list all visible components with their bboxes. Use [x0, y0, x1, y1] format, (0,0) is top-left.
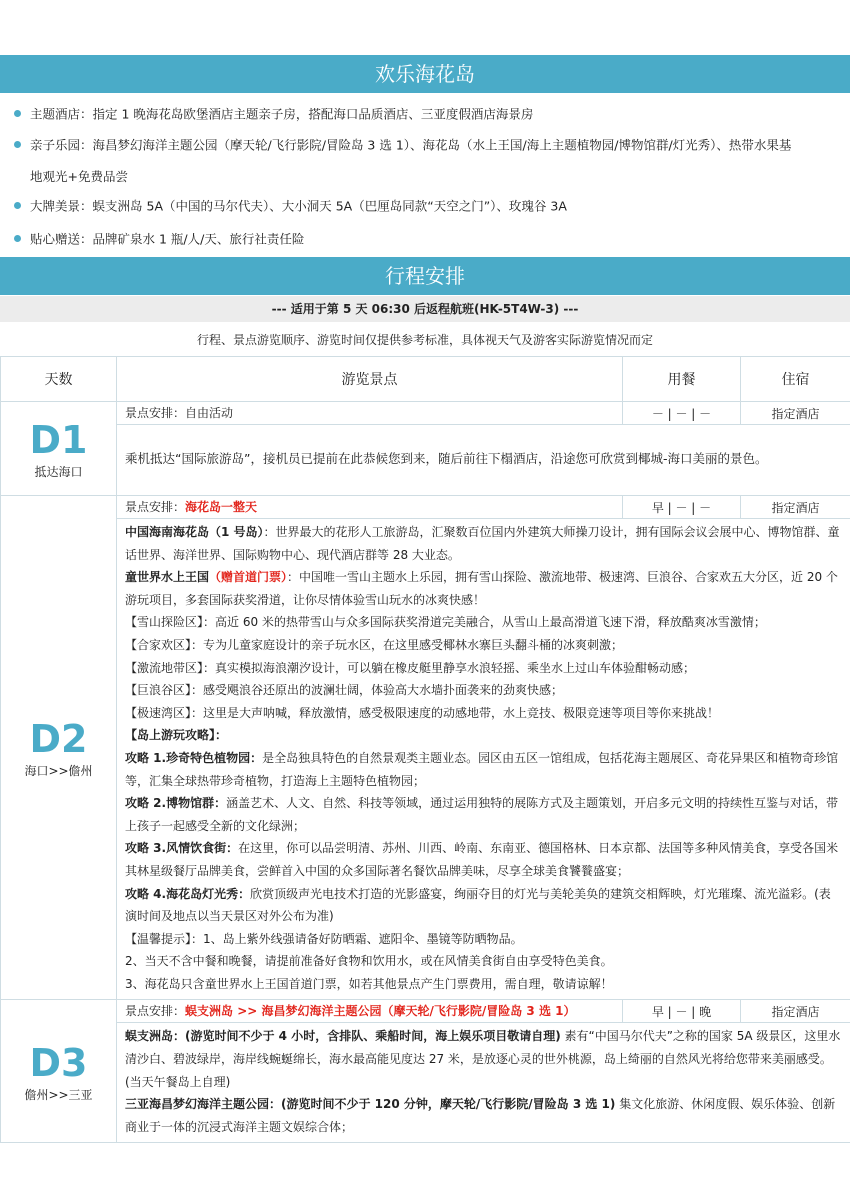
- meal-cell: 早 | － | －: [623, 496, 741, 519]
- attraction-text: 集文化旅游、休闲度假、娱乐体验、创新商业于一体的沉浸式海洋主题文娱综合体；: [125, 1097, 836, 1134]
- guide-text: 涵盖艺术、人文、自然、科技等领域，通过运用独特的展陈方式及主题策划，开启多元文明的持续性互鉴与对话，带上孩子一起感受全新的文化绿洲；: [125, 796, 839, 833]
- zone-item: 【巨浪谷区】：感受飓浪谷还原出的波澜壮阔，体验高大水墙扑面袭来的劲爽快感；: [125, 683, 564, 698]
- guide-item: [125, 792, 842, 837]
- sight-value: 自由活动: [185, 406, 234, 420]
- banner-title: 欢乐海花岛: [0, 55, 850, 93]
- gift-note: （赠首道门票）: [209, 570, 288, 585]
- highlight-label: 贴心赠送：: [30, 231, 93, 247]
- day-route: 海口>>儋州: [24, 764, 93, 779]
- tip-item: 3、海花岛只含童世界水上王国首道门票，如若其他景点产生门票费用，需自理，敬请谅解！: [125, 976, 613, 991]
- guide-name: 攻略 1.珍奇特色植物园：: [125, 750, 263, 765]
- day-row-d3-desc: [1, 1023, 850, 1143]
- sight-label: 景点安排：: [125, 500, 186, 514]
- sight-value: 海花岛一整天: [185, 500, 258, 514]
- sight-arrangement: [117, 402, 623, 425]
- day-description: [117, 1023, 850, 1143]
- sight-arrangement: [117, 496, 623, 519]
- paragraph: [125, 566, 842, 611]
- highlight-text: 海昌梦幻海洋主题公园（摩天轮/飞行影院/冒险岛 3 选 1）、海花岛（水上王国/海上主题植物园/博物馆群/灯光秀）、热带水果基: [92, 137, 792, 153]
- day-description: [117, 519, 850, 1000]
- header-day: 天数: [1, 357, 117, 402]
- highlight-label: 亲子乐园：: [30, 137, 93, 153]
- sight-value: 蜈支洲岛 >> 海昌梦幻海洋主题公园（摩天轮/飞行影院/冒险岛 3 选 1）: [185, 1004, 576, 1019]
- highlight-item: [14, 225, 836, 254]
- itinerary-table: [0, 356, 850, 1143]
- highlight-continuation: 地观光+免费品尝: [30, 168, 128, 184]
- header-hotel: 住宿: [741, 357, 850, 402]
- table-header-row: [1, 357, 850, 402]
- zone-item: 【合家欢区】：专为儿童家庭设计的亲子玩水区，在这里感受椰林水寨巨头翻斗桶的冰爽刺激；: [125, 637, 624, 652]
- header-sights: 游览景点: [117, 357, 623, 402]
- day-cell: [1, 496, 117, 1000]
- guide-name: 攻略 4.海花岛灯光秀：: [125, 886, 251, 901]
- section-title-itinerary: 行程安排: [0, 257, 850, 295]
- day-cell: [1, 1000, 117, 1143]
- hotel-cell: 指定酒店: [741, 496, 850, 519]
- hotel-cell: 指定酒店: [741, 402, 850, 425]
- bullet-dot-icon: [14, 235, 21, 242]
- guide-item: [125, 747, 842, 792]
- guide-text: 在这里，你可以品尝明清、苏州、川西、岭南、东南亚、德国格林、日本京都、法国等多种风情美食，享受各国米其林星级餐厅品牌美食，尝鲜首入中国的众多国际著名餐饮品牌美味，尽享全球美食饕餮盛宴；: [125, 841, 839, 878]
- day-route: 儋州>>三亚: [24, 1087, 93, 1102]
- highlight-item: [14, 100, 836, 129]
- reference-note: 行程、景点游览顺序、游览时间仅提供参考标准，具体视天气及游客实际游览情况而定: [196, 333, 653, 347]
- guide-item: [125, 883, 842, 928]
- paragraph: [125, 1025, 842, 1093]
- attraction-text: ：中国唯一雪山主题水上乐园，拥有雪山探险、激流地带、极速湾、巨浪谷、合家欢五大分区，近 20 个游玩项目，多套国际获奖滑道，让你尽情体验雪山玩水的冰爽快感！: [125, 570, 838, 607]
- day-number: D1: [29, 418, 88, 462]
- bullet-dot-icon: [14, 110, 21, 117]
- attraction-name: 童世界水上王国: [125, 570, 210, 585]
- zone-item: 【极速湾区】：这里是大声呐喊，释放激情，感受极限速度的动感地带，水上竞技、极限竞速等项目等你来挑战！: [125, 705, 720, 720]
- highlight-text: 蜈支洲岛 5A（中国的马尔代夫）、大小洞天 5A（巴厘岛同款“天空之门”）、玫瑰谷 3A: [92, 198, 567, 214]
- zone-item: 【激流地带区】：真实模拟海浪潮汐设计，可以躺在橡皮艇里静享水浪轻摇、乘坐水上过山车体验酣畅动感；: [125, 660, 696, 675]
- sight-label: 景点安排：: [125, 1004, 186, 1019]
- attraction-name: 三亚海昌梦幻海洋主题公园：(游览时间不少于 120 分钟，摩天轮/飞行影院/冒险岛 3 选 1): [125, 1097, 616, 1112]
- attraction-text: 素有“中国马尔代夫”之称的国家 5A 级景区，这里水清沙白、碧波绿岸，海岸线蜿蜒绵长，海水最高能见度达 27 米，是放逐心灵的世外桃源，岛上绮丽的自然风光将给您带来美丽感受。(当天午餐岛上自理): [125, 1029, 841, 1089]
- day-row-d2-summary: [1, 496, 850, 519]
- guide-title-text: 【岛上游玩攻略】：: [125, 728, 228, 743]
- flight-note: --- 适用于第 5 天 06:30 后返程航班(HK-5T4W-3) ---: [0, 296, 850, 322]
- day-description: 乘机抵达“国际旅游岛”，接机员已提前在此恭候您到来，随后前往下榻酒店，沿途您可欣赏到椰城-海口美丽的景色。: [117, 425, 850, 496]
- bullet-dot-icon: [14, 141, 21, 148]
- guide-name: 攻略 2.博物馆群：: [125, 796, 227, 811]
- highlight-item: [14, 192, 836, 221]
- paragraph: [125, 1093, 842, 1138]
- sight-label: 景点安排：: [125, 406, 186, 420]
- highlight-label: 大牌美景：: [30, 198, 93, 214]
- hotel-cell: 指定酒店: [741, 1000, 850, 1023]
- attraction-text: ：世界最大的花形人工旅游岛，汇聚数百位国内外建筑大师操刀设计，拥有国际会议会展中心、博物馆群、童话世界、海洋世界、国际购物中心、现代酒店群等 28 大业态。: [125, 525, 840, 562]
- header-meal: 用餐: [623, 357, 741, 402]
- guide-text: 是全岛独具特色的自然景观类主题业态。园区由五区一馆组成，包括花海主题展区、奇花异果区和植物奇珍馆等，汇集全球热带珍奇植物，打造海上主题特色植物园；: [125, 750, 839, 788]
- meal-cell: 早 | － | 晚: [623, 1000, 741, 1023]
- highlight-label: 主题酒店：: [30, 106, 93, 122]
- day-route: 抵达海口: [34, 465, 83, 479]
- attraction-name: 蜈支洲岛：(游览时间不少于 4 小时，含排队、乘船时间，海上娱乐项目敬请自理): [125, 1029, 561, 1044]
- highlight-text: 指定 1 晚海花岛欧堡酒店主题亲子房，搭配海口品质酒店、三亚度假酒店海景房: [92, 106, 534, 122]
- guide-title: [125, 724, 842, 747]
- day-row-d3-summary: [1, 1000, 850, 1023]
- day-cell: [1, 402, 117, 496]
- paragraph: [125, 521, 842, 566]
- tip-item: 2、当天不含中餐和晚餐，请提前准备好食物和饮用水，或在风情美食街自由享受特色美食。: [125, 954, 613, 969]
- highlight-text: 品牌矿泉水 1 瓶/人/天、旅行社责任险: [92, 231, 305, 247]
- day-row-d2-desc: [1, 519, 850, 1000]
- meal-cell: － | － | －: [623, 402, 741, 425]
- day-number: D2: [29, 717, 88, 762]
- tip-item: 【温馨提示】：1、岛上紫外线强请备好防晒霜、遮阳伞、墨镜等防晒物品。: [125, 931, 523, 946]
- highlight-item: [14, 131, 836, 191]
- day-number: D3: [29, 1040, 88, 1085]
- sight-arrangement: [117, 1000, 623, 1023]
- guide-text: 欣赏顶级声光电技术打造的光影盛宴，绚丽夺目的灯光与美轮美奂的建筑交相辉映，灯光璀璨、流光溢彩。(表演时间及地点以当天景区对外公布为准): [125, 886, 831, 924]
- day-row-d1-summary: [1, 402, 850, 425]
- day-row-d1-desc: [1, 425, 850, 496]
- guide-name: 攻略 3.风情饮食街：: [125, 841, 239, 856]
- bullet-dot-icon: [14, 202, 21, 209]
- zone-item: 【雪山探险区】：高近 60 米的热带雪山与众多国际获奖滑道完美融合，从雪山上最高滑道飞速下滑，释放酷爽冰雪激情；: [125, 615, 766, 630]
- guide-item: [125, 837, 842, 882]
- attraction-name: 中国海南海花岛（1 号岛）: [125, 525, 264, 539]
